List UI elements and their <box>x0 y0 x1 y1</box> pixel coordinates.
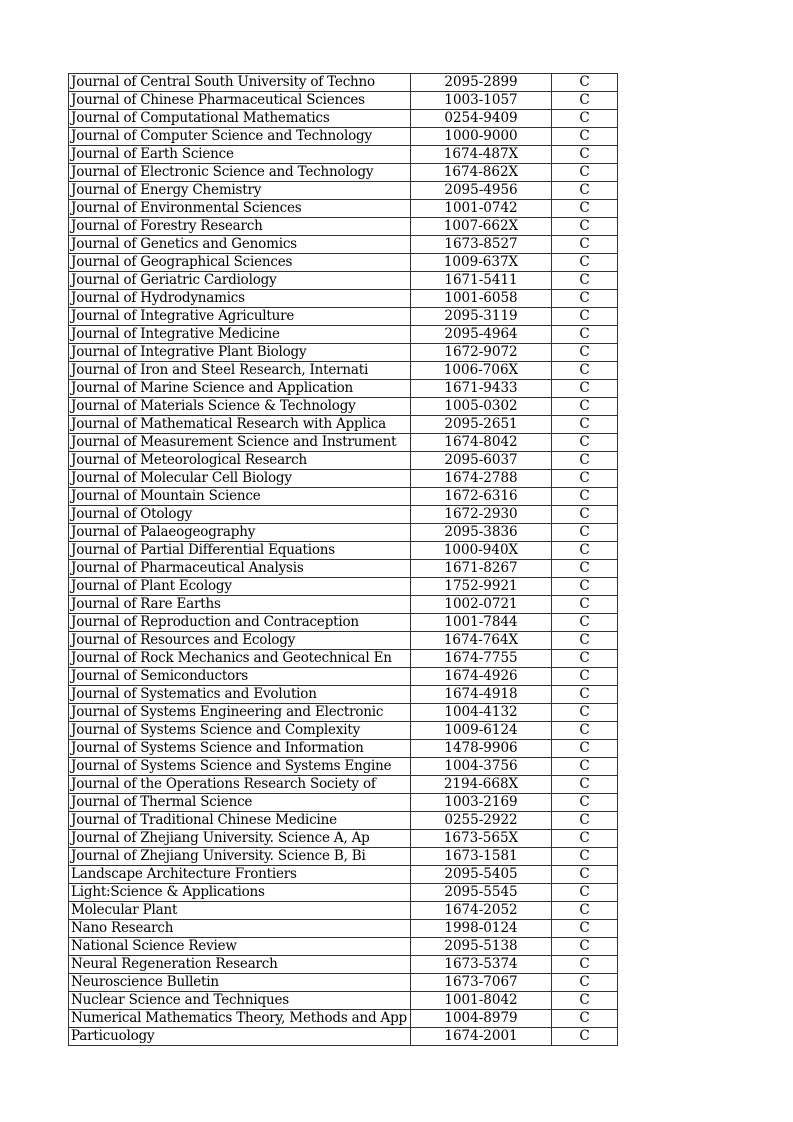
table-row <box>69 236 618 254</box>
issn-cell: 1673-8527 <box>411 236 552 254</box>
grade-cell: C <box>552 848 618 866</box>
grade-cell: C <box>552 830 618 848</box>
journal-title-cell: Journal of Central South University of Techno <box>69 74 411 92</box>
journal-title-cell: Journal of Plant Ecology <box>69 578 411 596</box>
table-row <box>69 290 618 308</box>
table-row <box>69 578 618 596</box>
table-row <box>69 272 618 290</box>
grade-cell: C <box>552 200 618 218</box>
table-row <box>69 416 618 434</box>
journal-title-cell: Journal of Integrative Plant Biology <box>69 344 411 362</box>
grade-cell: C <box>552 416 618 434</box>
table-row <box>69 308 618 326</box>
grade-cell: C <box>552 434 618 452</box>
journal-title-cell: Journal of Zhejiang University. Science A, Ap <box>69 830 411 848</box>
grade-cell: C <box>552 524 618 542</box>
table-row <box>69 470 618 488</box>
issn-cell: 1752-9921 <box>411 578 552 596</box>
grade-cell: C <box>552 326 618 344</box>
table-row <box>69 650 618 668</box>
grade-cell: C <box>552 596 618 614</box>
issn-cell: 2095-3836 <box>411 524 552 542</box>
issn-cell: 1007-662X <box>411 218 552 236</box>
table-row <box>69 974 618 992</box>
grade-cell: C <box>552 182 618 200</box>
grade-cell: C <box>552 920 618 938</box>
grade-cell: C <box>552 884 618 902</box>
journal-title-cell: Journal of Electronic Science and Technology <box>69 164 411 182</box>
journal-title-cell: Nano Research <box>69 920 411 938</box>
issn-cell: 1674-2788 <box>411 470 552 488</box>
issn-cell: 1674-7755 <box>411 650 552 668</box>
issn-cell: 1671-5411 <box>411 272 552 290</box>
issn-cell: 1674-487X <box>411 146 552 164</box>
issn-cell: 1671-9433 <box>411 380 552 398</box>
grade-cell: C <box>552 866 618 884</box>
table-row <box>69 380 618 398</box>
grade-cell: C <box>552 794 618 812</box>
grade-cell: C <box>552 758 618 776</box>
issn-cell: 1004-4132 <box>411 704 552 722</box>
grade-cell: C <box>552 1028 618 1046</box>
issn-cell: 1998-0124 <box>411 920 552 938</box>
grade-cell: C <box>552 110 618 128</box>
journal-title-cell: Journal of Genetics and Genomics <box>69 236 411 254</box>
table-row <box>69 164 618 182</box>
journal-title-cell: Journal of Pharmaceutical Analysis <box>69 560 411 578</box>
grade-cell: C <box>552 812 618 830</box>
journal-title-cell: Light:Science & Applications <box>69 884 411 902</box>
issn-cell: 1671-8267 <box>411 560 552 578</box>
grade-cell: C <box>552 704 618 722</box>
issn-cell: 1478-9906 <box>411 740 552 758</box>
journal-title-cell: Nuclear Science and Techniques <box>69 992 411 1010</box>
journal-title-cell: Journal of Forestry Research <box>69 218 411 236</box>
issn-cell: 1674-4918 <box>411 686 552 704</box>
issn-cell: 2194-668X <box>411 776 552 794</box>
table-row <box>69 596 618 614</box>
grade-cell: C <box>552 236 618 254</box>
issn-cell: 1001-6058 <box>411 290 552 308</box>
table-row <box>69 776 618 794</box>
grade-cell: C <box>552 992 618 1010</box>
journal-title-cell: Journal of Partial Differential Equations <box>69 542 411 560</box>
journal-title-cell: Journal of Measurement Science and Instrument <box>69 434 411 452</box>
journal-title-cell: Journal of Meteorological Research <box>69 452 411 470</box>
journal-title-cell: Journal of Geographical Sciences <box>69 254 411 272</box>
table-row <box>69 92 618 110</box>
grade-cell: C <box>552 542 618 560</box>
journal-title-cell: Journal of Systems Science and Systems Engine <box>69 758 411 776</box>
issn-cell: 2095-5545 <box>411 884 552 902</box>
table-row <box>69 560 618 578</box>
journal-title-cell: Journal of Iron and Steel Research, Internati <box>69 362 411 380</box>
issn-cell: 1674-8042 <box>411 434 552 452</box>
issn-cell: 1672-6316 <box>411 488 552 506</box>
issn-cell: 1673-5374 <box>411 956 552 974</box>
grade-cell: C <box>552 578 618 596</box>
journal-title-cell: Journal of Rock Mechanics and Geotechnical En <box>69 650 411 668</box>
grade-cell: C <box>552 362 618 380</box>
table-row <box>69 74 618 92</box>
journal-title-cell: Journal of Computer Science and Technology <box>69 128 411 146</box>
journal-title-cell: Journal of Environmental Sciences <box>69 200 411 218</box>
table-row <box>69 434 618 452</box>
issn-cell: 1000-940X <box>411 542 552 560</box>
grade-cell: C <box>552 74 618 92</box>
journal-title-cell: Journal of Systematics and Evolution <box>69 686 411 704</box>
grade-cell: C <box>552 488 618 506</box>
grade-cell: C <box>552 722 618 740</box>
issn-cell: 1009-637X <box>411 254 552 272</box>
issn-cell: 1672-9072 <box>411 344 552 362</box>
grade-cell: C <box>552 146 618 164</box>
journal-title-cell: Neuroscience Bulletin <box>69 974 411 992</box>
journal-title-cell: Journal of Otology <box>69 506 411 524</box>
journal-title-cell: Journal of Resources and Ecology <box>69 632 411 650</box>
grade-cell: C <box>552 254 618 272</box>
table-row <box>69 830 618 848</box>
journal-table-body <box>69 74 618 1046</box>
issn-cell: 1674-764X <box>411 632 552 650</box>
table-row <box>69 884 618 902</box>
journal-title-cell: National Science Review <box>69 938 411 956</box>
journal-title-cell: Journal of Molecular Cell Biology <box>69 470 411 488</box>
journal-title-cell: Journal of Zhejiang University. Science B, Bi <box>69 848 411 866</box>
issn-cell: 1674-2001 <box>411 1028 552 1046</box>
table-row <box>69 794 618 812</box>
issn-cell: 1004-8979 <box>411 1010 552 1028</box>
issn-cell: 2095-4956 <box>411 182 552 200</box>
grade-cell: C <box>552 560 618 578</box>
issn-cell: 1674-4926 <box>411 668 552 686</box>
grade-cell: C <box>552 686 618 704</box>
table-row <box>69 686 618 704</box>
issn-cell: 1673-1581 <box>411 848 552 866</box>
grade-cell: C <box>552 290 618 308</box>
journal-title-cell: Journal of Mountain Science <box>69 488 411 506</box>
journal-title-cell: Journal of Chinese Pharmaceutical Sciences <box>69 92 411 110</box>
grade-cell: C <box>552 398 618 416</box>
journal-title-cell: Journal of Geriatric Cardiology <box>69 272 411 290</box>
journal-title-cell: Journal of Integrative Medicine <box>69 326 411 344</box>
table-row <box>69 740 618 758</box>
issn-cell: 2095-4964 <box>411 326 552 344</box>
grade-cell: C <box>552 632 618 650</box>
grade-cell: C <box>552 218 618 236</box>
journal-table <box>68 73 618 1046</box>
grade-cell: C <box>552 650 618 668</box>
journal-title-cell: Journal of Traditional Chinese Medicine <box>69 812 411 830</box>
grade-cell: C <box>552 938 618 956</box>
table-row <box>69 452 618 470</box>
table-row <box>69 920 618 938</box>
table-row <box>69 992 618 1010</box>
grade-cell: C <box>552 614 618 632</box>
issn-cell: 1003-2169 <box>411 794 552 812</box>
journal-title-cell: Journal of Palaeogeography <box>69 524 411 542</box>
issn-cell: 2095-5138 <box>411 938 552 956</box>
table-row <box>69 344 618 362</box>
table-row <box>69 1028 618 1046</box>
issn-cell: 1003-1057 <box>411 92 552 110</box>
grade-cell: C <box>552 902 618 920</box>
table-row <box>69 128 618 146</box>
table-row <box>69 110 618 128</box>
table-row <box>69 488 618 506</box>
issn-cell: 1002-0721 <box>411 596 552 614</box>
journal-title-cell: Journal of Computational Mathematics <box>69 110 411 128</box>
grade-cell: C <box>552 452 618 470</box>
issn-cell: 1006-706X <box>411 362 552 380</box>
issn-cell: 1004-3756 <box>411 758 552 776</box>
table-row <box>69 812 618 830</box>
grade-cell: C <box>552 668 618 686</box>
grade-cell: C <box>552 506 618 524</box>
table-row <box>69 902 618 920</box>
issn-cell: 1009-6124 <box>411 722 552 740</box>
journal-title-cell: Journal of Mathematical Research with Applica <box>69 416 411 434</box>
table-row <box>69 398 618 416</box>
issn-cell: 1674-2052 <box>411 902 552 920</box>
issn-cell: 1000-9000 <box>411 128 552 146</box>
issn-cell: 1672-2930 <box>411 506 552 524</box>
journal-title-cell: Journal of Systems Engineering and Electronic <box>69 704 411 722</box>
table-row <box>69 200 618 218</box>
table-row <box>69 866 618 884</box>
issn-cell: 2095-3119 <box>411 308 552 326</box>
grade-cell: C <box>552 380 618 398</box>
journal-title-cell: Journal of Systems Science and Complexity <box>69 722 411 740</box>
table-row <box>69 506 618 524</box>
issn-cell: 1673-565X <box>411 830 552 848</box>
journal-title-cell: Journal of Materials Science & Technology <box>69 398 411 416</box>
journal-title-cell: Journal of Energy Chemistry <box>69 182 411 200</box>
issn-cell: 1001-8042 <box>411 992 552 1010</box>
table-row <box>69 542 618 560</box>
issn-cell: 0255-2922 <box>411 812 552 830</box>
grade-cell: C <box>552 1010 618 1028</box>
journal-title-cell: Molecular Plant <box>69 902 411 920</box>
journal-title-cell: Journal of Earth Science <box>69 146 411 164</box>
grade-cell: C <box>552 128 618 146</box>
journal-title-cell: Journal of Integrative Agriculture <box>69 308 411 326</box>
table-row <box>69 326 618 344</box>
table-row <box>69 182 618 200</box>
table-row <box>69 938 618 956</box>
issn-cell: 2095-5405 <box>411 866 552 884</box>
grade-cell: C <box>552 308 618 326</box>
journal-title-cell: Journal of Hydrodynamics <box>69 290 411 308</box>
table-row <box>69 146 618 164</box>
issn-cell: 2095-2899 <box>411 74 552 92</box>
table-row <box>69 524 618 542</box>
issn-cell: 0254-9409 <box>411 110 552 128</box>
issn-cell: 1005-0302 <box>411 398 552 416</box>
journal-title-cell: Journal of Semiconductors <box>69 668 411 686</box>
table-row <box>69 956 618 974</box>
issn-cell: 2095-6037 <box>411 452 552 470</box>
journal-title-cell: Journal of Marine Science and Application <box>69 380 411 398</box>
issn-cell: 1001-7844 <box>411 614 552 632</box>
grade-cell: C <box>552 470 618 488</box>
journal-title-cell: Journal of Systems Science and Information <box>69 740 411 758</box>
table-row <box>69 218 618 236</box>
table-row <box>69 722 618 740</box>
issn-cell: 2095-2651 <box>411 416 552 434</box>
issn-cell: 1674-862X <box>411 164 552 182</box>
table-row <box>69 704 618 722</box>
table-row <box>69 362 618 380</box>
journal-title-cell: Journal of Rare Earths <box>69 596 411 614</box>
grade-cell: C <box>552 776 618 794</box>
grade-cell: C <box>552 272 618 290</box>
table-row <box>69 1010 618 1028</box>
journal-title-cell: Numerical Mathematics Theory, Methods and App <box>69 1010 411 1028</box>
table-row <box>69 632 618 650</box>
journal-title-cell: Journal of Reproduction and Contraception <box>69 614 411 632</box>
grade-cell: C <box>552 956 618 974</box>
grade-cell: C <box>552 344 618 362</box>
issn-cell: 1001-0742 <box>411 200 552 218</box>
journal-title-cell: Particuology <box>69 1028 411 1046</box>
journal-title-cell: Neural Regeneration Research <box>69 956 411 974</box>
issn-cell: 1673-7067 <box>411 974 552 992</box>
table-row <box>69 254 618 272</box>
journal-title-cell: Journal of Thermal Science <box>69 794 411 812</box>
grade-cell: C <box>552 740 618 758</box>
table-row <box>69 614 618 632</box>
table-row <box>69 668 618 686</box>
journal-title-cell: Journal of the Operations Research Society of <box>69 776 411 794</box>
table-row <box>69 848 618 866</box>
grade-cell: C <box>552 974 618 992</box>
journal-title-cell: Landscape Architecture Frontiers <box>69 866 411 884</box>
table-row <box>69 758 618 776</box>
grade-cell: C <box>552 164 618 182</box>
grade-cell: C <box>552 92 618 110</box>
